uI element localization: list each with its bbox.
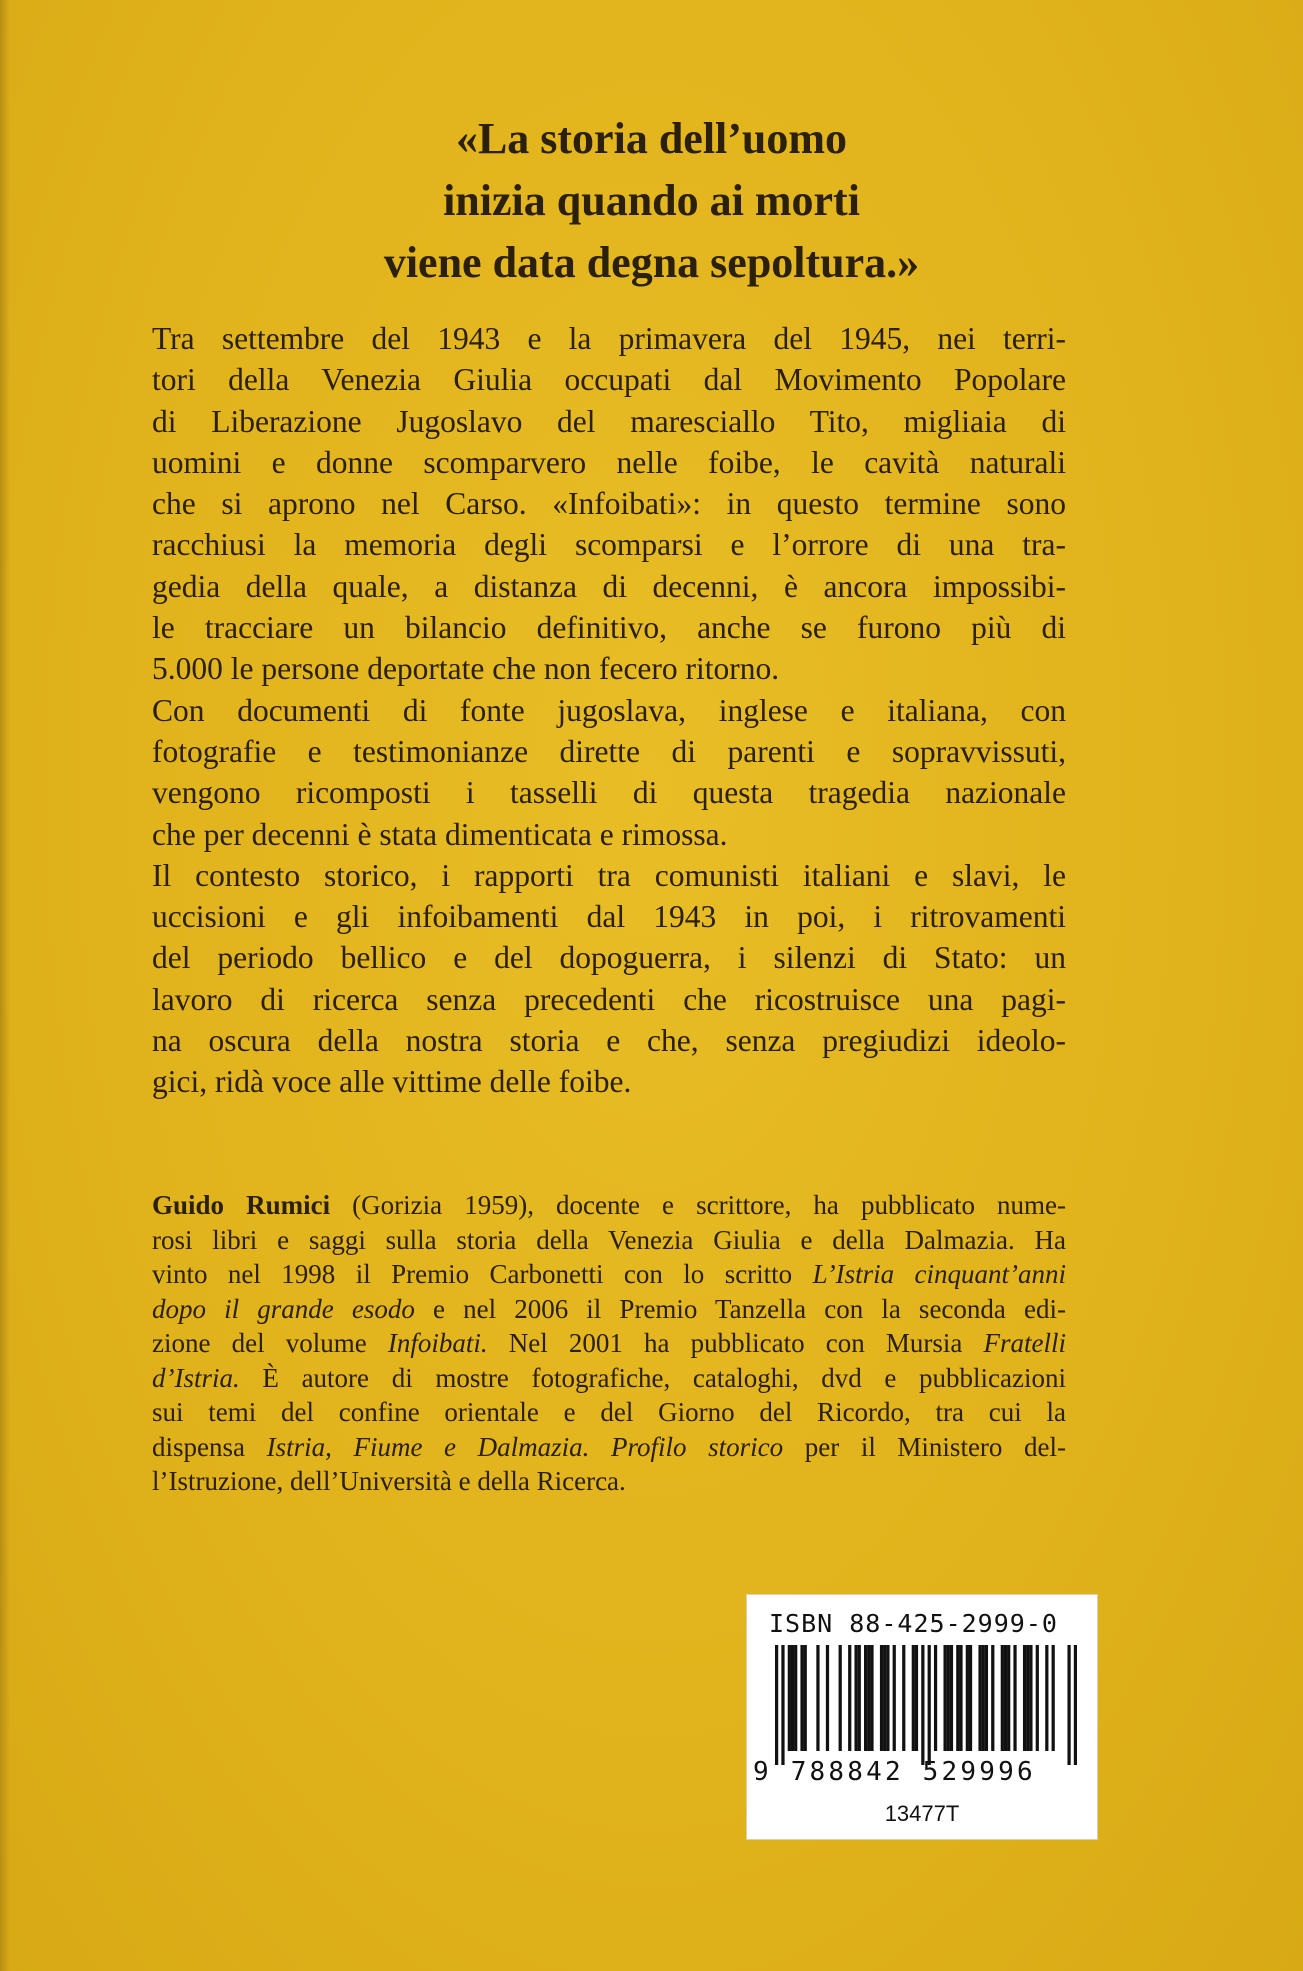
barcode-bar: [950, 1645, 953, 1751]
barcode-bar: [804, 1645, 807, 1751]
book-title: Istria, Fiume e Dalmazia. Profilo storico: [266, 1431, 784, 1462]
isbn-number: ISBN 88-425-2999-0: [769, 1609, 1058, 1638]
barcode-bar: [1004, 1645, 1007, 1751]
author-name: Guido Rumici: [152, 1190, 331, 1220]
barcode-bar: [870, 1645, 873, 1751]
quote-line-3: viene data degna sepoltura.»: [383, 238, 920, 287]
barcode-bar: [1023, 1645, 1026, 1751]
barcode-bar: [1052, 1645, 1055, 1751]
barcode-bar: [858, 1645, 861, 1751]
barcode-bar: [781, 1645, 784, 1765]
text-line: Con documenti di fonte jugoslava, inglese e italiana, con: [152, 692, 1066, 728]
text-line: tori della Venezia Giulia occupati dal Movimento Popolare: [152, 362, 1066, 398]
barcode-bar: [839, 1645, 842, 1751]
barcode-bar: [1029, 1645, 1032, 1751]
barcode-bar: [880, 1645, 883, 1751]
author-bio: [152, 1188, 1066, 1499]
text-line: racchiusi la memoria degli scomparsi e l’orrore di una tra-: [152, 527, 1066, 563]
barcode-bar: [816, 1645, 819, 1751]
barcode-bar: [794, 1645, 797, 1751]
book-title: L’Istria cinquant’anni: [812, 1259, 1066, 1289]
epigraph-quote: [0, 108, 1303, 294]
text-line: na oscura della nostra storia e che, senza pregiudizi ideolo-: [152, 1023, 1066, 1059]
barcode-bar: [966, 1645, 969, 1751]
barcode-bar: [915, 1645, 918, 1751]
barcode-bar: [978, 1645, 981, 1751]
bio-line: [152, 1292, 1066, 1327]
barcode-bar: [921, 1645, 924, 1765]
text-line: che si aprono nel Carso. «Infoibati»: in questo termine sono: [152, 486, 1066, 522]
description-paragraph-2: [152, 690, 1066, 855]
bio-line: sui temi del confine orientale e del Giorno del Ricordo, tra cui la: [152, 1397, 1066, 1427]
barcode-bar: [947, 1645, 950, 1751]
text-line: Tra settembre del 1943 e la primavera del 1945, nei terri-: [152, 321, 1066, 356]
description-paragraph-3: [152, 855, 1066, 1103]
barcode-bar: [934, 1645, 937, 1751]
book-title: Infoibati.: [387, 1328, 488, 1358]
description-paragraph-1: [152, 318, 1066, 690]
barcode-bar: [791, 1645, 794, 1751]
text-line: gici, ridà voce alle vittime delle foibe.: [152, 1064, 632, 1100]
bio-line: [152, 1361, 1066, 1396]
barcode-bar: [928, 1645, 931, 1765]
text-line: uccisioni e gli infoibamenti dal 1943 in poi, i ritrovamenti: [152, 899, 1066, 935]
bio-text: (Gorizia 1959), docente e scrittore, ha pubblicato nume-: [330, 1190, 1066, 1220]
barcode-bar: [867, 1645, 870, 1751]
bio-text: dispensa: [152, 1431, 267, 1462]
ean-digits: 9 788842 529996: [753, 1757, 1036, 1787]
barcode-bar: [1067, 1645, 1070, 1765]
barcode-bar: [912, 1645, 915, 1751]
book-description: [152, 318, 1066, 1103]
barcode-bar: [969, 1645, 972, 1751]
catalog-code: 13477T: [884, 1801, 960, 1826]
bio-line: [152, 1188, 1066, 1223]
text-line: gedia della quale, a distanza di decenni, è ancora impossibi-: [152, 568, 1066, 604]
text-line: le tracciare un bilancio definitivo, anche se furono più di: [152, 610, 1066, 646]
quote-line-1: «La storia dell’uomo: [455, 114, 848, 163]
barcode-graphic: [775, 1645, 1077, 1765]
text-line: che per decenni è stata dimenticata e rimossa.: [152, 816, 728, 852]
barcode-bar: [854, 1645, 857, 1751]
barcode-bar: [826, 1645, 829, 1751]
bio-text: e nel 2006 il Premio Tanzella con la seconda edi-: [414, 1293, 1066, 1324]
text-line: lavoro di ricerca senza precedenti che ricostruisce una pagi-: [152, 981, 1066, 1017]
barcode-bar: [1074, 1645, 1077, 1765]
isbn-barcode-panel: [746, 1594, 1098, 1840]
book-title: d’Istria.: [152, 1362, 240, 1393]
bio-line: [152, 1326, 1066, 1361]
bio-line: [152, 1257, 1066, 1292]
bio-line: [152, 1430, 1066, 1465]
barcode-bar: [800, 1645, 803, 1751]
quote-line-2: inizia quando ai morti: [443, 176, 860, 225]
book-title: dopo il grande esodo: [152, 1293, 415, 1324]
barcode-bar: [943, 1645, 946, 1751]
spine-edge-shadow: [0, 0, 10, 1971]
barcode-bar: [959, 1645, 962, 1751]
barcode-bar: [985, 1645, 988, 1751]
text-line: Il contesto storico, i rapporti tra comunisti italiani e slavi, le: [152, 857, 1066, 893]
barcode-bar: [788, 1645, 791, 1751]
barcode-bar: [1036, 1645, 1039, 1751]
barcode-bar: [893, 1645, 896, 1751]
text-line: uomini e donne scomparvero nelle foibe, le cavità naturali: [152, 444, 1066, 480]
text-line: 5.000 le persone deportate che non fecero ritorno.: [152, 651, 780, 687]
barcode-bar: [1045, 1645, 1048, 1751]
barcode-bar: [1001, 1645, 1004, 1751]
barcode-bar: [1007, 1645, 1010, 1751]
bio-text: vinto nel 1998 il Premio Carbonetti con lo scritto: [152, 1259, 813, 1289]
bio-line: rosi libri e saggi sulla storia della Venezia Giulia e della Dalmazia. Ha: [152, 1224, 1066, 1255]
bio-text: È autore di mostre fotografiche, cataloghi, dvd e pubblicazioni: [239, 1362, 1066, 1393]
text-line: fotografie e testimonianze dirette di parenti e sopravvissuti,: [152, 733, 1066, 769]
barcode-bar: [1013, 1645, 1016, 1751]
barcode-bar: [886, 1645, 889, 1751]
bio-line: l’Istruzione, dell’Università e della Ricerca.: [152, 1466, 626, 1496]
book-title: Fratelli: [983, 1328, 1066, 1358]
bio-text: per il Ministero del-: [783, 1431, 1067, 1462]
barcode-bar: [1026, 1645, 1029, 1751]
barcode-bar: [902, 1645, 905, 1751]
barcode-bar: [956, 1645, 959, 1751]
text-line: vengono ricomposti i tasselli di questa tragedia nazionale: [152, 775, 1066, 811]
text-line: di Liberazione Jugoslavo del maresciallo Tito, migliaia di: [152, 403, 1066, 439]
barcode-bar: [775, 1645, 778, 1765]
barcode-bar: [864, 1645, 867, 1751]
barcode-bar: [982, 1645, 985, 1751]
bio-text: Nel 2001 ha pubblicato con Mursia: [487, 1328, 984, 1358]
bio-text: zione del volume: [152, 1328, 388, 1358]
text-line: del periodo bellico e del dopoguerra, i silenzi di Stato: un: [152, 940, 1066, 976]
barcode-bar: [848, 1645, 851, 1751]
barcode-bar: [883, 1645, 886, 1751]
barcode-bar: [991, 1645, 994, 1751]
